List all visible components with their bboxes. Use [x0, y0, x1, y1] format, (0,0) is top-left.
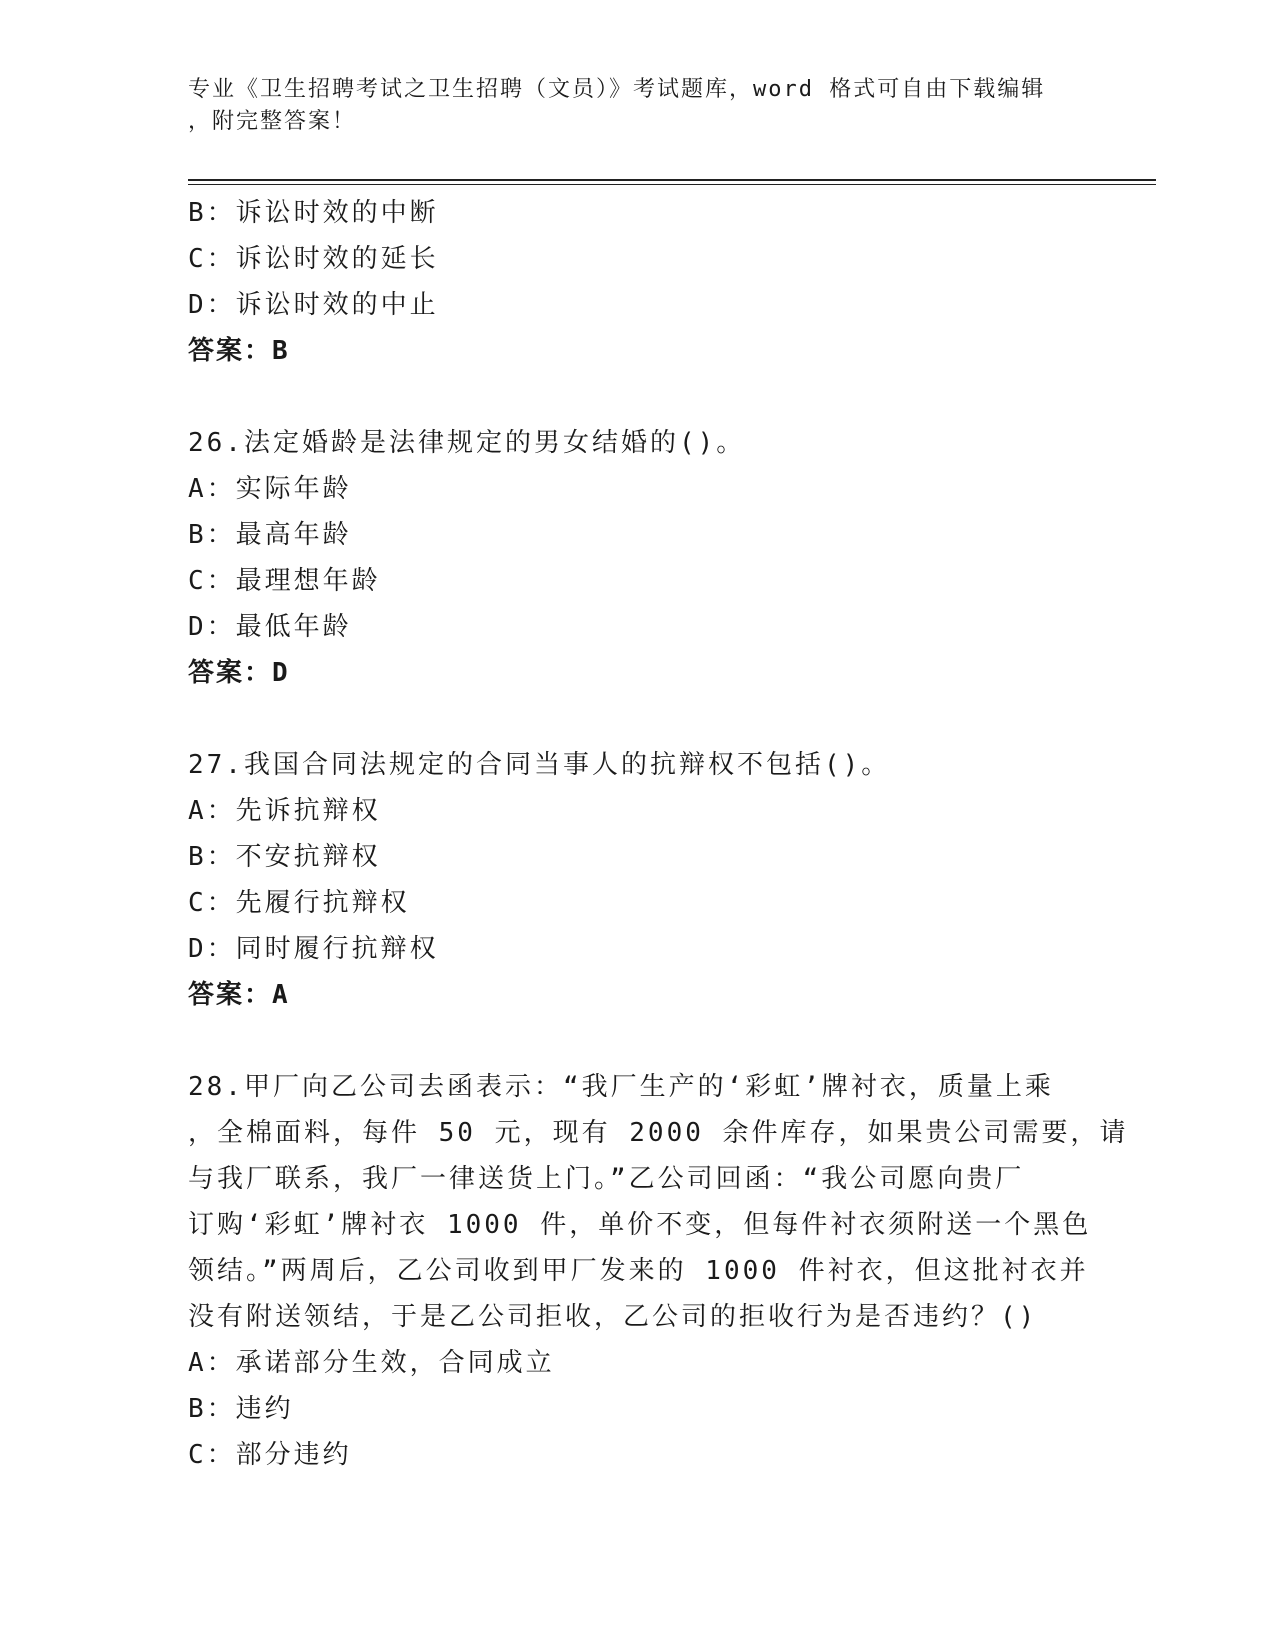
option-c: C：先履行抗辩权	[188, 888, 410, 918]
header-divider-thin	[188, 184, 1156, 185]
option-b: B：最高年龄	[188, 520, 352, 550]
question-26	[188, 420, 1088, 696]
question-text-line-3: 与我厂联系，我厂一律送货上门。”乙公司回函：“我公司愿向贵厂	[188, 1164, 1025, 1194]
header-divider-thick	[188, 179, 1156, 181]
option-b: B：不安抗辩权	[188, 842, 381, 872]
option-c: C：最理想年龄	[188, 566, 381, 596]
header-line-1: 专业《卫生招聘考试之卫生招聘（文员）》考试题库，word 格式可自由下载编辑	[188, 77, 1046, 102]
option-c: C：诉讼时效的延长	[188, 244, 439, 274]
option-b: B：违约	[188, 1394, 294, 1424]
document-header	[188, 74, 1088, 138]
question-text: 26.法定婚龄是法律规定的男女结婚的()。	[188, 428, 746, 458]
answer-line: 答案：D	[188, 658, 290, 688]
question-28	[188, 1064, 1129, 1478]
option-d: D：同时履行抗辩权	[188, 934, 439, 964]
question-text-line-5: 领结。”两周后，乙公司收到甲厂发来的 1000 件衬衣，但这批衬衣并	[188, 1256, 1089, 1286]
spacer	[188, 696, 1088, 742]
question-text-line-2: ，全棉面料，每件 50 元，现有 2000 余件库存，如果贵公司需要，请	[188, 1118, 1129, 1148]
option-a: A：承诺部分生效，合同成立	[188, 1348, 555, 1378]
answer-line: 答案：B	[188, 336, 290, 366]
option-d: D：最低年龄	[188, 612, 352, 642]
question-text-line-1: 28.甲厂向乙公司去函表示：“我厂生产的‘彩虹’牌衬衣，质量上乘	[188, 1072, 1054, 1102]
question-27	[188, 742, 1088, 1018]
answer-line: 答案：A	[188, 980, 290, 1010]
question-text: 27.我国合同法规定的合同当事人的抗辩权不包括()。	[188, 750, 891, 780]
option-c: C：部分违约	[188, 1440, 352, 1470]
question-text-line-6: 没有附送领结，于是乙公司拒收，乙公司的拒收行为是否违约？()	[188, 1302, 1038, 1332]
option-a: A：先诉抗辩权	[188, 796, 381, 826]
option-a: A：实际年龄	[188, 474, 352, 504]
spacer	[188, 1018, 1088, 1064]
header-line-2: ，附完整答案！	[188, 109, 357, 134]
question-content	[188, 190, 1129, 1478]
carryover-block	[188, 190, 1088, 374]
option-d: D：诉讼时效的中止	[188, 290, 439, 320]
question-text-line-4: 订购‘彩虹’牌衬衣 1000 件，单价不变，但每件衬衣须附送一个黑色	[188, 1210, 1092, 1240]
spacer	[188, 374, 1088, 420]
option-b: B：诉讼时效的中断	[188, 198, 439, 228]
